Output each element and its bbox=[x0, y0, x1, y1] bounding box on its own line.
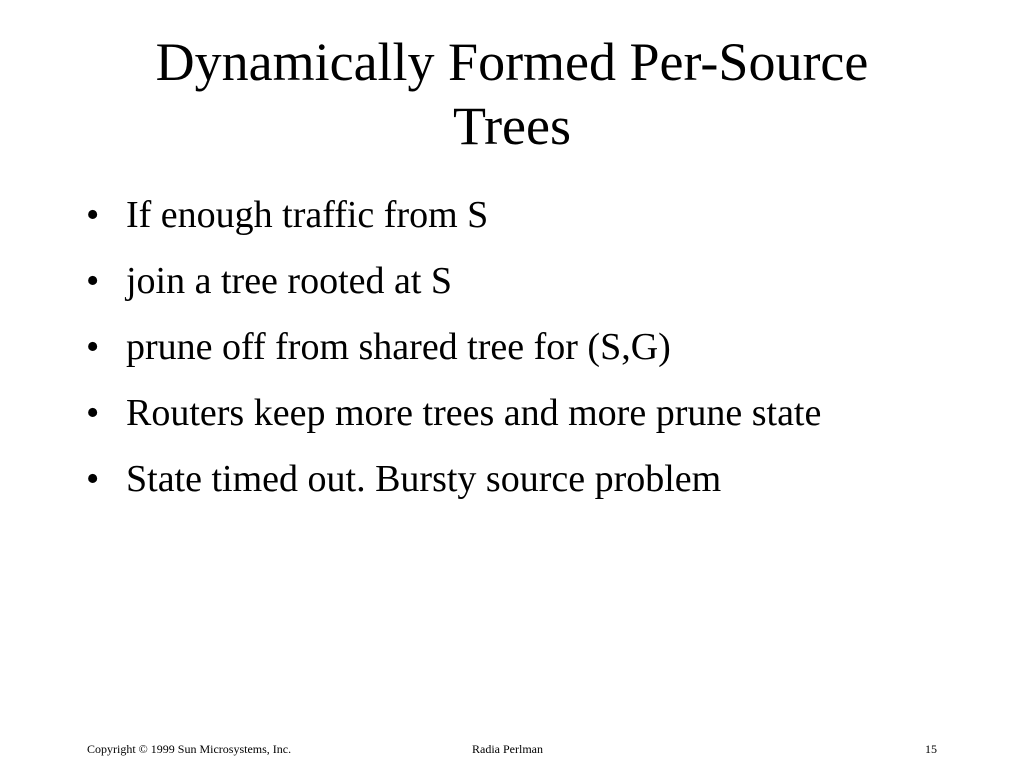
bullet-item bbox=[86, 256, 926, 306]
bullet-item bbox=[86, 388, 926, 438]
footer-copyright: Copyright © 1999 Sun Microsystems, Inc. bbox=[87, 742, 292, 756]
bullet-text: prune off from shared tree for (S,G) bbox=[126, 326, 671, 368]
footer-page-number: 15 bbox=[925, 742, 937, 756]
slide-title bbox=[60, 30, 964, 158]
bullet-icon: • bbox=[86, 392, 100, 434]
bullet-list bbox=[86, 190, 926, 520]
bullet-text: State timed out. Bursty source problem bbox=[126, 458, 722, 500]
bullet-icon: • bbox=[86, 260, 100, 302]
bullet-icon: • bbox=[86, 194, 100, 236]
bullet-icon: • bbox=[86, 326, 100, 368]
footer-author: Radia Perlman bbox=[472, 742, 543, 756]
bullet-text: If enough traffic from S bbox=[126, 194, 489, 236]
slide-title-line-1: Dynamically Formed Per-Source bbox=[155, 32, 869, 92]
slide-title-line-2: Trees bbox=[452, 96, 572, 156]
bullet-text: Routers keep more trees and more prune state bbox=[126, 392, 822, 434]
bullet-item bbox=[86, 190, 926, 240]
bullet-item bbox=[86, 454, 926, 504]
bullet-icon: • bbox=[86, 458, 100, 500]
slide-footer bbox=[0, 740, 1024, 758]
bullet-item bbox=[86, 322, 926, 372]
bullet-text: join a tree rooted at S bbox=[126, 260, 453, 302]
